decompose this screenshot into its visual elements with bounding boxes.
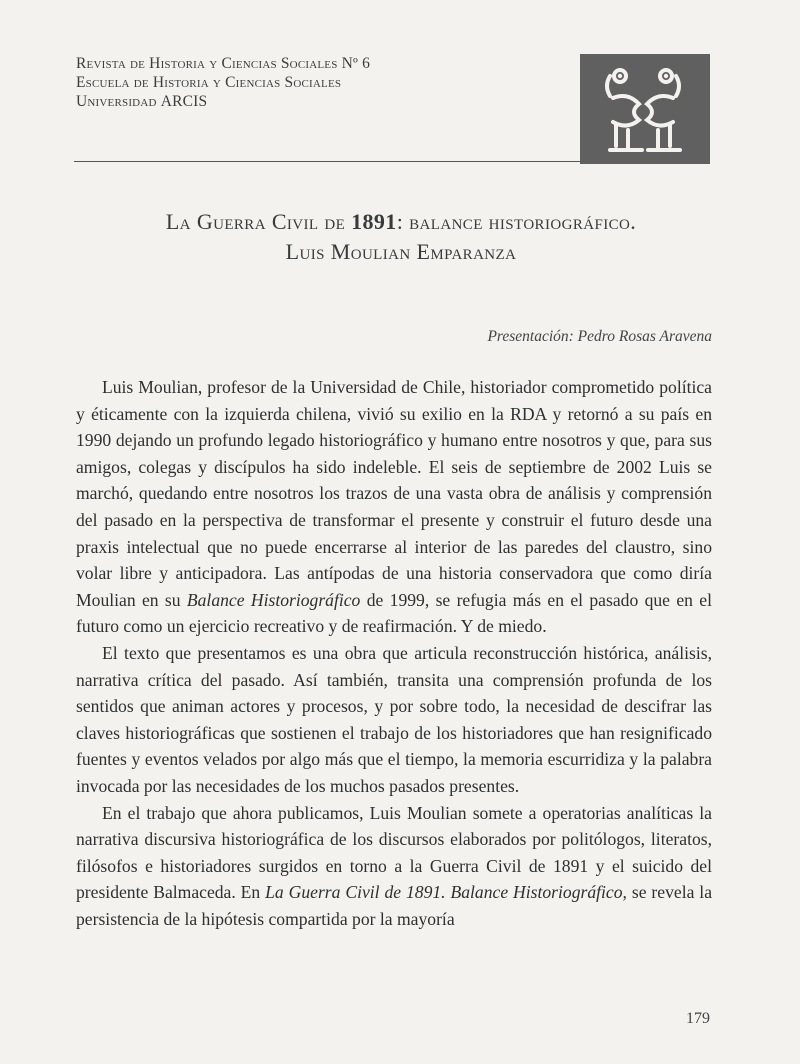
cited-work: La Guerra Civil de 1891. Balance Historiográfico, bbox=[265, 882, 627, 903]
page-number: 179 bbox=[686, 1010, 710, 1027]
arcis-emblem-icon bbox=[580, 54, 710, 164]
author-name: Luis Moulian Emparanza bbox=[285, 239, 517, 264]
university-line bbox=[76, 92, 370, 111]
paragraph-text: Luis Moulian, profesor de la Universidad de Chile, historiador comprometido política y éticamente con la izquierda chilena, vivió su exilio en la RDA y retornó a su país en 1990 dejando un profundo legado historiográfico y humano entre nosotros y que, para sus amigos, colegas y discípulos ha sido indeleble. El seis de septiembre de 2002 Luis se marchó, quedando entre nosotros los trazos de una vasta obra de análisis y comprensión del pasado en la perspectiva de transformar el presente y construir el futuro desde una praxis intelectual que no puede encerrarse al interior de las paredes del claustro, sino volar libre y anticipadora. Las antípodas de una historia conservadora que como diría Moulian en su bbox=[76, 377, 712, 610]
paragraph-text: de 1999, se refugia más en el pasado que en el futuro como un ejercicio recreativo y de reafirmación. Y de miedo. bbox=[76, 589, 712, 637]
journal-header bbox=[76, 54, 370, 111]
header-divider bbox=[74, 161, 580, 162]
title-line bbox=[76, 207, 726, 237]
paragraph-2: El texto que presentamos es una obra que articula reconstrucción histórica, análisis, narrativa crítica del pasado. Así también, transita una comprensión profunda de los sentidos que animan actores y procesos, y por sobre todo, la necesidad de descifrar las claves historiográficas que sostienen el trabajo de los historiadores que han resignificado fuentes y eventos velados por algo más que el tiempo, la memoria escurridiza y la palabra invocada por las necesidades de los muchos pasados presentes. bbox=[76, 642, 712, 796]
title-subtitle: : balance historiográfico. bbox=[396, 209, 637, 234]
presentation-credit: Presentación: Pedro Rosas Aravena bbox=[487, 328, 712, 345]
university-name: ARCIS bbox=[160, 93, 208, 110]
paragraph-3 bbox=[76, 800, 712, 933]
paragraph-1 bbox=[76, 374, 712, 640]
faculty-name: Escuela de Historia y Ciencias Sociales bbox=[76, 74, 342, 91]
title-text: La Guerra Civil de bbox=[165, 209, 346, 234]
article-title bbox=[76, 207, 726, 267]
title-year: 1891 bbox=[351, 209, 397, 234]
journal-name: Revista de Historia y Ciencias Sociales Nº 6 bbox=[76, 55, 371, 72]
paragraph-text: se revela la persistencia de la hipótesis compartida por la mayoría bbox=[76, 882, 712, 929]
cited-work: Balance Historiográfico bbox=[186, 589, 361, 610]
paragraph-text: En el trabajo que ahora publicamos, Luis Moulian somete a operatorias analíticas la narrativa discursiva historiográfica de los discursos elaborados por politólogos, literatos, filósofos e historiadores surgidos en torno a la Guerra Civil de 1891 y el suicido del presidente Balmaceda. En bbox=[76, 802, 712, 903]
article-body bbox=[76, 374, 712, 932]
university-prefix: Universidad bbox=[76, 93, 157, 110]
